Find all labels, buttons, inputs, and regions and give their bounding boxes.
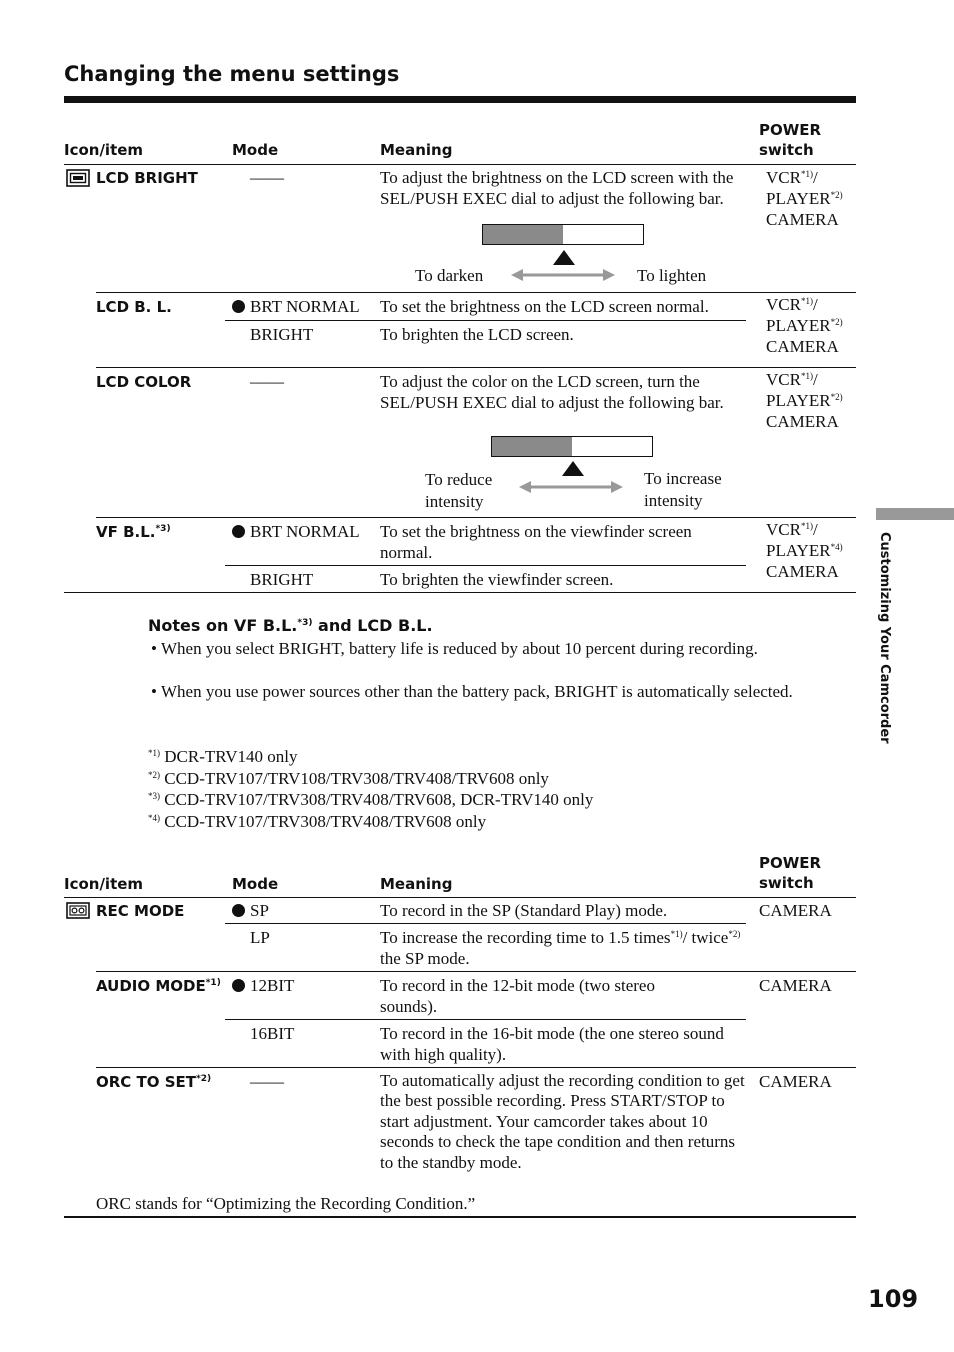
cassette-tape-icon xyxy=(66,902,90,919)
orc-note: ORC stands for “Optimizing the Recording Condition.” xyxy=(96,1194,476,1213)
meaning-text: To adjust the color on the LCD screen, turn the SEL/PUSH EXEC dial to adjust the following bar. xyxy=(380,372,724,412)
footnote: $^{*3)}$ CCD-TRV107/TRV308/TRV408/TRV608, DCR-TRV140 only xyxy=(148,790,594,809)
item-label: AUDIO MODE$^{*1)}$ xyxy=(96,977,221,995)
header-power: POWER switch xyxy=(759,854,822,892)
power-switch-cell: VCR$^{*1)}$/ PLAYER$^{*2)}$ CAMERA xyxy=(766,168,843,229)
title-rule xyxy=(64,96,856,103)
header-meaning: Meaning xyxy=(380,875,453,893)
power-switch-cell: CAMERA xyxy=(759,901,832,920)
mode-brt-normal: BRT NORMAL xyxy=(232,296,360,317)
meaning-text: To automatically adjust the recording condition to get the best possible recording. Press START/STOP to start adjustment. Your camcorder takes about 10 seconds to check the tape condition and then returns to the standby mode. xyxy=(380,1071,745,1172)
meaning-text: To record in the 12-bit mode (two stereo sounds). xyxy=(380,976,655,1016)
footnote: $^{*2)}$ CCD-TRV107/TRV108/TRV308/TRV408/TRV608 only xyxy=(148,769,549,788)
notes-heading: Notes on VF B.L.$^{*3)}$ and LCD B.L. xyxy=(148,616,433,635)
header-power: POWER switch xyxy=(759,121,822,159)
row-divider xyxy=(96,971,856,972)
meaning-text: To brighten the LCD screen. xyxy=(380,325,574,344)
double-arrow-icon xyxy=(517,480,625,494)
mode-none: —— xyxy=(250,168,284,187)
default-dot-icon xyxy=(232,525,245,538)
header-mode: Mode xyxy=(232,875,279,893)
bar-pointer-icon xyxy=(562,461,584,476)
brightness-bar xyxy=(482,224,644,245)
mode-none: —— xyxy=(250,372,284,391)
default-dot-icon xyxy=(232,300,245,313)
page-title: Changing the menu settings xyxy=(64,62,400,86)
item-label: ORC TO SET$^{*2)}$ xyxy=(96,1073,212,1091)
label-to-reduce-intensity: To reduce intensity xyxy=(425,470,493,511)
sub-row-divider xyxy=(225,320,746,321)
item-label: LCD BRIGHT xyxy=(96,169,198,187)
mode-12bit: 12BIT xyxy=(232,975,294,996)
color-bar xyxy=(491,436,653,457)
item-label: LCD B. L. xyxy=(96,298,172,316)
header-icon-item: Icon/item xyxy=(64,141,144,159)
meaning-text: To set the brightness on the LCD screen normal. xyxy=(380,297,709,316)
mode-bright: BRIGHT xyxy=(250,570,314,589)
section-tab-marker xyxy=(876,508,954,520)
section-tab-label: Customizing Your Camcorder xyxy=(877,532,892,744)
power-switch-cell: VCR$^{*1)}$/ PLAYER$^{*4)}$ CAMERA xyxy=(766,520,843,581)
power-switch-cell: VCR$^{*1)}$/ PLAYER$^{*2)}$ CAMERA xyxy=(766,295,843,356)
meaning-text: To record in the SP (Standard Play) mode. xyxy=(380,901,668,920)
table-bottom-rule xyxy=(64,592,856,593)
header-mode: Mode xyxy=(232,141,279,159)
note-bullet: • When you select BRIGHT, battery life is reduced by about 10 percent during recording. xyxy=(151,639,758,658)
default-dot-icon xyxy=(232,979,245,992)
lcd-screen-icon xyxy=(66,169,90,187)
header-meaning: Meaning xyxy=(380,141,453,159)
mode-sp: SP xyxy=(232,900,269,921)
row-divider xyxy=(96,292,856,293)
mode-brt-normal: BRT NORMAL xyxy=(232,521,360,542)
header-rule xyxy=(64,164,856,165)
power-switch-cell: CAMERA xyxy=(759,976,832,995)
mode-none: —— xyxy=(250,1072,284,1091)
label-to-lighten: To lighten xyxy=(637,266,707,285)
meaning-text: To set the brightness on the viewfinder screen normal. xyxy=(380,522,692,562)
page-number: 109 xyxy=(868,1285,919,1313)
meaning-text: To brighten the viewfinder screen. xyxy=(380,570,614,589)
header-rule xyxy=(64,897,856,898)
meaning-text: To record in the 16-bit mode (the one stereo sound with high quality). xyxy=(380,1024,724,1064)
note-bullet: • When you use power sources other than the battery pack, BRIGHT is automatically selected. xyxy=(151,682,793,701)
power-switch-cell: CAMERA xyxy=(759,1072,832,1091)
footnote: $^{*1)}$ DCR-TRV140 only xyxy=(148,747,298,766)
sub-row-divider xyxy=(225,923,746,924)
meaning-text: To increase the recording time to 1.5 times$^{*1)}$/ twice$^{*2)}$ the SP mode. xyxy=(380,928,741,968)
color-bar-fill xyxy=(492,437,572,456)
sub-row-divider xyxy=(225,565,746,566)
power-switch-cell: VCR$^{*1)}$/ PLAYER$^{*2)}$ CAMERA xyxy=(766,370,843,431)
mode-bright: BRIGHT xyxy=(250,325,314,344)
mode-lp: LP xyxy=(250,928,270,947)
default-dot-icon xyxy=(232,904,245,917)
item-label: LCD COLOR xyxy=(96,373,192,391)
table-bottom-rule xyxy=(64,1216,856,1218)
footnote: $^{*4)}$ CCD-TRV107/TRV308/TRV408/TRV608 only xyxy=(148,812,487,831)
row-divider xyxy=(96,1067,856,1068)
label-to-increase-intensity: To increase intensity xyxy=(644,469,722,510)
label-to-darken: To darken xyxy=(415,266,484,285)
brightness-bar-fill xyxy=(483,225,563,244)
row-divider xyxy=(96,517,856,518)
sub-row-divider xyxy=(225,1019,746,1020)
row-divider xyxy=(96,367,856,368)
bar-pointer-icon xyxy=(553,250,575,265)
mode-16bit: 16BIT xyxy=(250,1024,295,1043)
item-label: REC MODE xyxy=(96,902,185,920)
header-icon-item: Icon/item xyxy=(64,875,144,893)
item-label: VF B.L.$^{*3)}$ xyxy=(96,523,171,541)
meaning-text: To adjust the brightness on the LCD screen with the SEL/PUSH EXEC dial to adjust the following bar. xyxy=(380,168,734,208)
double-arrow-icon xyxy=(509,268,617,282)
